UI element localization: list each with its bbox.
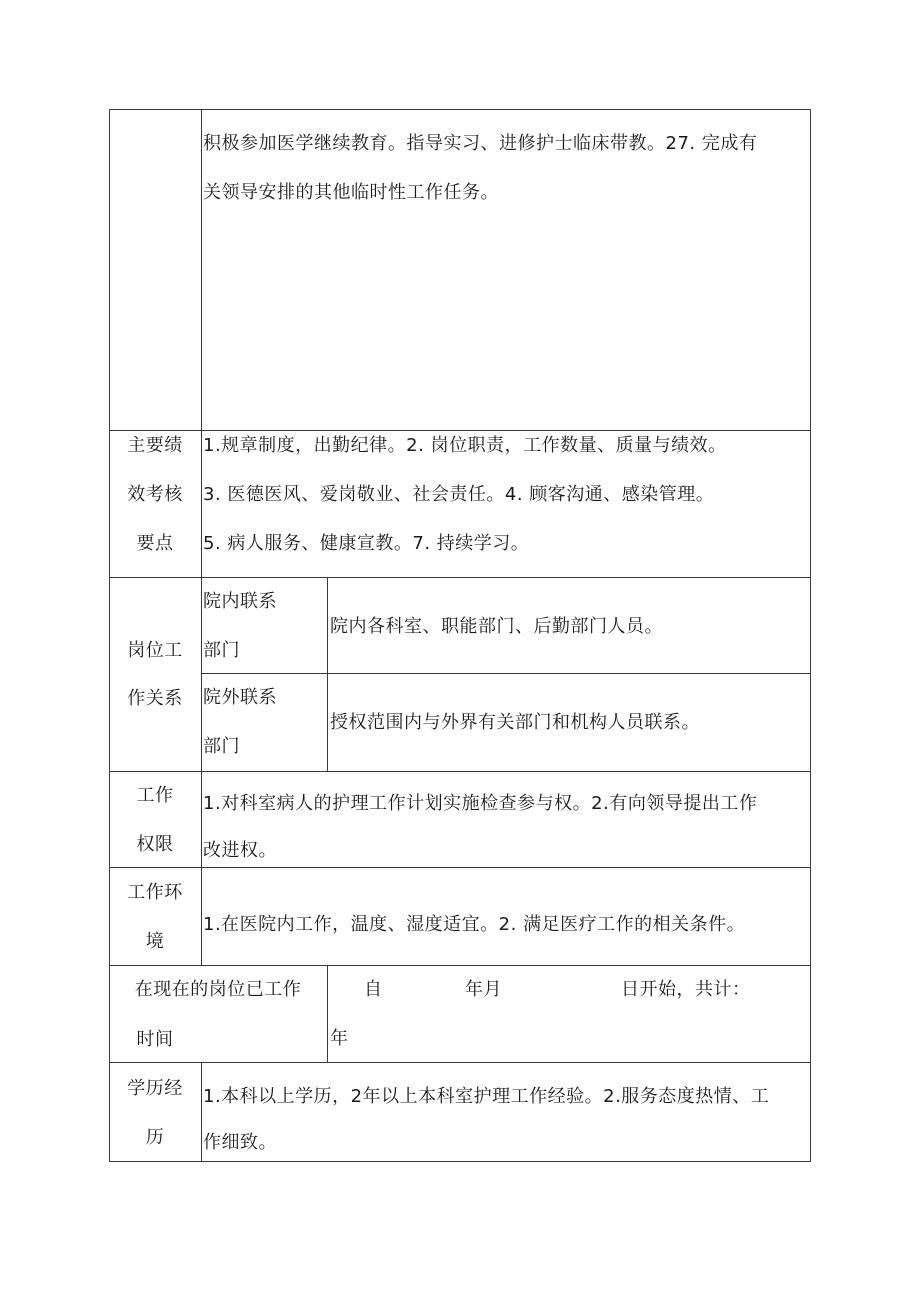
environment-label: 境 (145, 931, 165, 952)
column-divider (201, 1062, 202, 1162)
authority-text-line: 1.对科室病人的护理工作计划实施检查参与权。2.有向领导提出工作 (203, 793, 758, 814)
tenure-day-start: 日开始，共计： (621, 979, 751, 1000)
internal-contact-label: 院内联系 (203, 591, 277, 612)
authority-label: 工作 (136, 785, 174, 806)
education-label: 历 (145, 1127, 165, 1148)
relations-label: 作关系 (127, 688, 183, 709)
internal-contact-value: 院内各科室、职能部门、后勤部门人员。 (330, 616, 663, 637)
performance-text-line: 5. 病人服务、健康宣教。7. 持续学习。 (203, 533, 530, 554)
column-divider (201, 109, 202, 965)
education-text-line: 1.本科以上学历，2年以上本科室护理工作经验。2.服务态度热情、工 (203, 1086, 770, 1107)
relations-label: 岗位工 (127, 640, 183, 661)
environment-text: 1.在医院内工作，温度、湿度适宜。2. 满足医疗工作的相关条件。 (203, 914, 746, 935)
row-divider (201, 673, 811, 674)
tenure-label: 时间 (136, 1029, 174, 1050)
tenure-from: 自 (364, 979, 383, 1000)
performance-text-line: 3. 医德医风、爱岗敬业、社会责任。4. 顾客沟通、感染管理。 (203, 484, 715, 505)
column-divider (327, 577, 328, 771)
external-contact-label: 部门 (203, 736, 240, 757)
column-divider (327, 965, 328, 1062)
external-contact-label: 院外联系 (203, 687, 277, 708)
performance-label: 主要绩 (127, 435, 183, 456)
row-divider (109, 1062, 811, 1063)
duties-text-line: 关领导安排的其他临时性工作任务。 (203, 182, 499, 203)
education-text-line: 作细致。 (203, 1132, 277, 1153)
tenure-year: 年 (330, 1028, 349, 1049)
performance-label: 效考核 (127, 484, 183, 505)
tenure-year-month: 年月 (465, 979, 502, 1000)
duties-text-line: 积极参加医学继续教育。指导实习、进修护士临床带教。27. 完成有 (203, 133, 758, 154)
performance-label: 要点 (136, 533, 174, 554)
environment-label: 工作环 (127, 882, 183, 903)
authority-label: 权限 (136, 834, 174, 855)
performance-text-line: 1.规章制度，出勤纪律。2. 岗位职责，工作数量、质量与绩效。 (203, 435, 727, 456)
internal-contact-label: 部门 (203, 640, 240, 661)
external-contact-value: 授权范围内与外界有关部门和机构人员联系。 (330, 712, 700, 733)
authority-text-line: 改进权。 (203, 840, 277, 861)
row-divider (109, 771, 811, 772)
education-label: 学历经 (127, 1078, 183, 1099)
tenure-label: 在现在的岗位已工作 (134, 979, 302, 1000)
